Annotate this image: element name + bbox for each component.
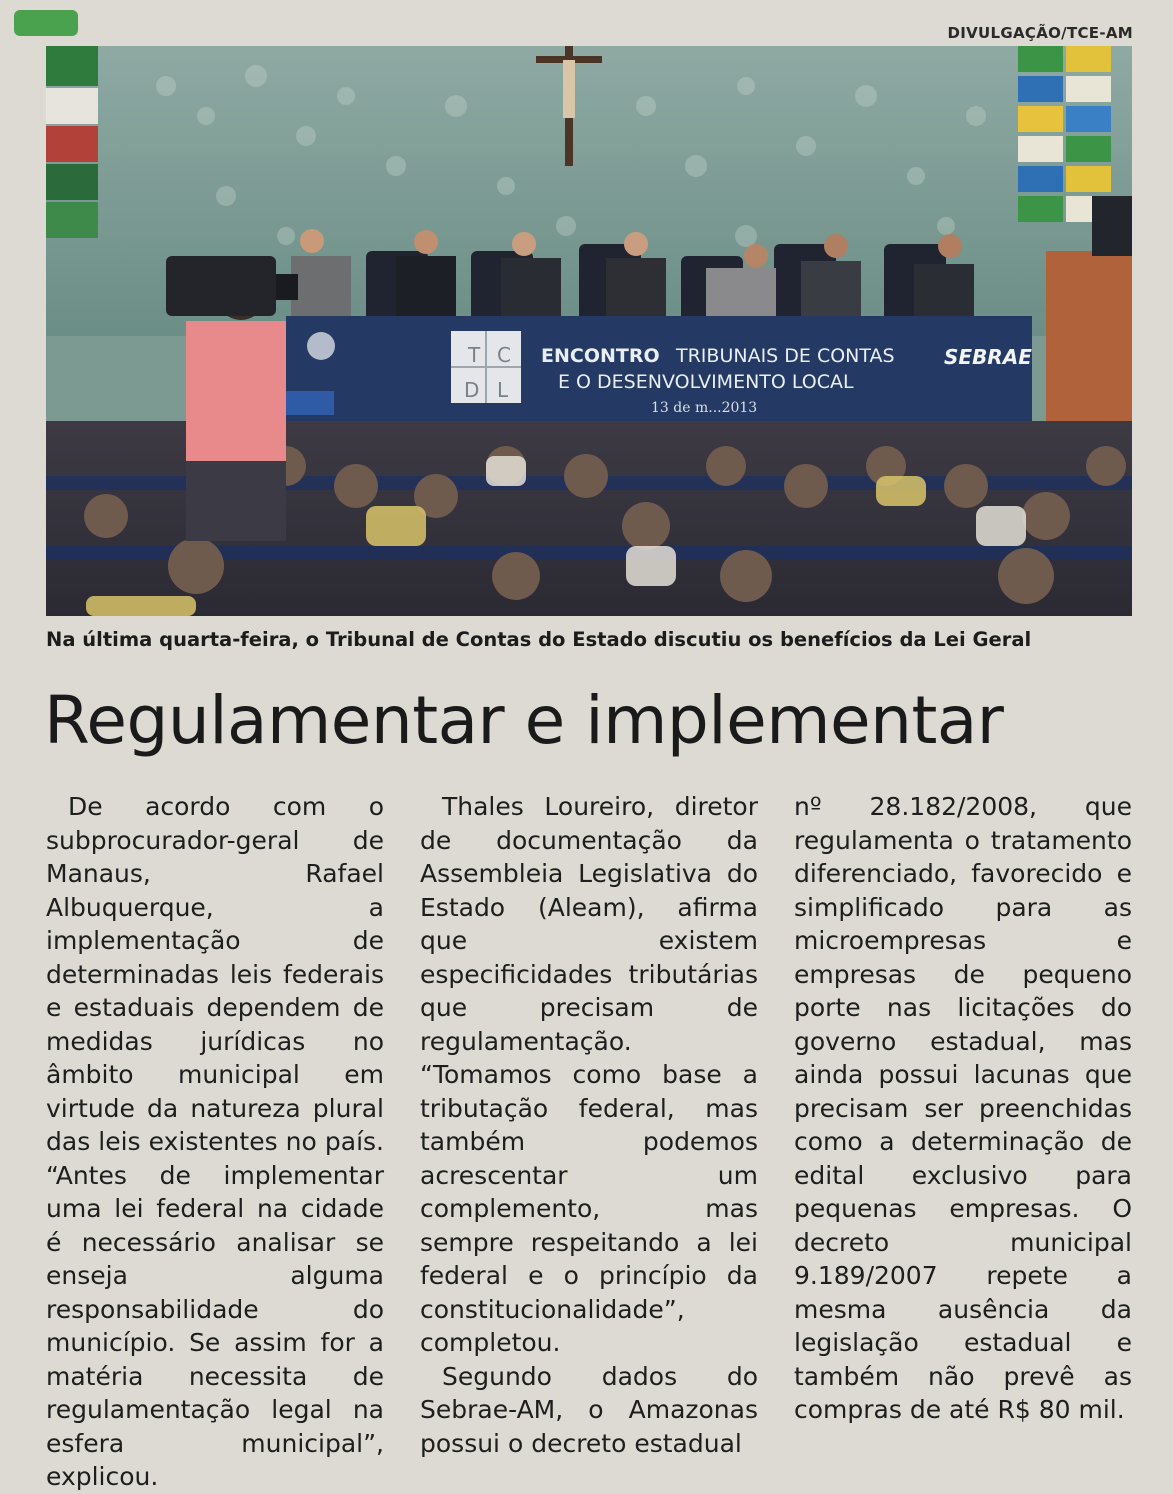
paragraph: De acordo com o subprocurador-geral de Manaus, Rafael Albuquerque, a implementação de determinadas leis federais e estaduais dependem de medidas jurídicas no âmbito municipal em virtude da natureza plural das leis existentes no país. “Antes de implementar uma lei federal na cidade é necessário analisar se enseja alguma responsabilidade do município. Se assim for a matéria necessita de regulamentação legal na esfera municipal”, explicou. bbox=[46, 792, 384, 1491]
banner-subtitle: E O DESENVOLVIMENTO LOCAL bbox=[558, 371, 854, 393]
section-color-tab bbox=[14, 10, 78, 36]
article-column-2 bbox=[420, 790, 758, 1458]
banner-date: 13 de m...2013 bbox=[651, 400, 758, 416]
paragraph: nº 28.182/2008, que regulamenta o tratamento diferenciado, favorecido e simplificado para as microempresas e empresas de pequeno porte nas licitações do governo estadual, mas ainda possui lacunas que precisam ser preenchidas como a determinação de edital exclusivo para pequenas empresas. O decreto municipal 9.189/2007 repete a mesma ausência da legislação estadual e também não prevê as compras de até R$ 80 mil. bbox=[794, 792, 1132, 1424]
photo-caption: Na última quarta-feira, o Tribunal de Contas do Estado discutiu os benefícios da Lei Geral bbox=[46, 628, 1032, 651]
logo-letter-d: D bbox=[464, 378, 480, 402]
article-body bbox=[46, 790, 1132, 1491]
event-photo bbox=[46, 46, 1132, 616]
logo-letter-t: T bbox=[468, 343, 481, 367]
banner-title-bold: ENCONTRO bbox=[541, 345, 660, 367]
paragraph: Thales Loureiro, diretor de documentação da Assembleia Legislativa do Estado (Aleam), afirma que existem especificidades tributárias que precisam de regulamentação. “Tomamos como base a tributação federal, mas também podemos acrescentar um complemento, mas sempre respeitando a lei federal e o princípio da constitucionalidade”, completou. bbox=[420, 792, 758, 1357]
article-column-1 bbox=[46, 790, 384, 1491]
logo-letter-c: C bbox=[497, 343, 511, 367]
logo-letter-l: L bbox=[497, 378, 509, 402]
banner-title-rest: TRIBUNAIS DE CONTAS bbox=[676, 345, 895, 367]
photo-illustration bbox=[46, 46, 1132, 616]
sponsor-logo: SEBRAE bbox=[944, 345, 1032, 369]
paragraph: Segundo dados do Sebrae-AM, o Amazonas possui o decreto estadual bbox=[420, 1361, 758, 1458]
article-headline: Regulamentar e implementar bbox=[44, 682, 1004, 759]
photo-credit: DIVULGAÇÃO/TCE-AM bbox=[947, 24, 1133, 42]
article-column-3 bbox=[794, 790, 1132, 1424]
